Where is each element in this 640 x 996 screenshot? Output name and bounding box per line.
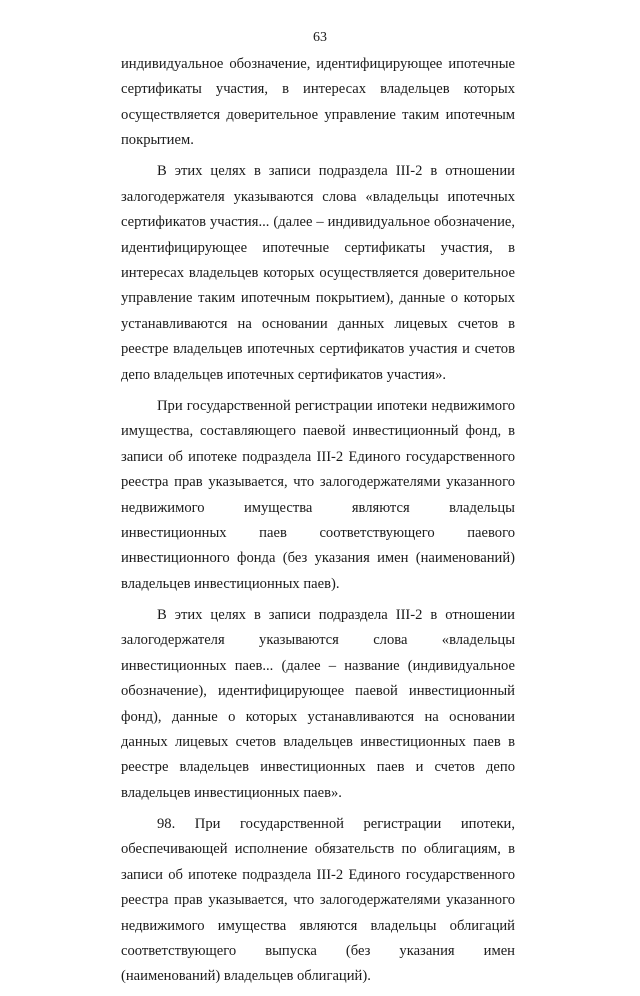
paragraph-holders-fund-shares: В этих целях в записи подраздела III-2 в отношении залогодержателя указываются слова «владельцы инвестиционных паев... (далее – название (индивидуальное обозначение), идентифицирующее паевой инвестиционный фонд), данные о которых устанавливаются на основании данных лицевых счетов владельцев инвестиционных паев в реестре владельцев инвестиционных паев и счетов депо владельцев инвестиционных паев». — [121, 606, 515, 801]
paragraph-98-bonds: 98. При государственной регистрации ипотеки, обеспечивающей исполнение обязательств по облигациям, в записи об ипотеке подраздела III-2 Единого государственного реестра прав указывается, что залогодержателями указанного недвижимого имущества являются владельцы облигаций соответствующего выпуска (без указания имен (наименований) владельцев облигаций). — [121, 815, 515, 985]
paragraph-investment-fund-registration: При государственной регистрации ипотеки недвижимого имущества, составляющего паевой инвестиционный фонд, в записи об ипотеке подраздела III-2 Единого государственного реестра прав указывается, что залогодержателями указанного недвижимого имущества являются владельцы инвестиционных паев соответствующего паевого инвестиционного фонда (без указания имен (наименований) владельцев инвестиционных паев). — [121, 397, 515, 592]
document-body — [121, 52, 515, 996]
page-number: 63 — [313, 30, 327, 45]
paragraph-continuation: индивидуальное обозначение, идентифицирующее ипотечные сертификаты участия, в интересах владельцев которых осуществляется доверительное управление таким ипотечным покрытием. — [121, 56, 515, 149]
paragraph-holders-certificates: В этих целях в записи подраздела III-2 в отношении залогодержателя указываются слова «владельцы ипотечных сертификатов участия... (далее – индивидуальное обозначение, идентифицирующее ипотечные сертификаты участия, в интересах владельцев которых осуществляется доверительное управление таким ипотечным покрытием), данные о которых устанавливаются на основании данных лицевых счетов в реестре владельцев ипотечных сертификатов участия и счетов депо владельцев ипотечных сертификатов участия». — [121, 163, 515, 383]
